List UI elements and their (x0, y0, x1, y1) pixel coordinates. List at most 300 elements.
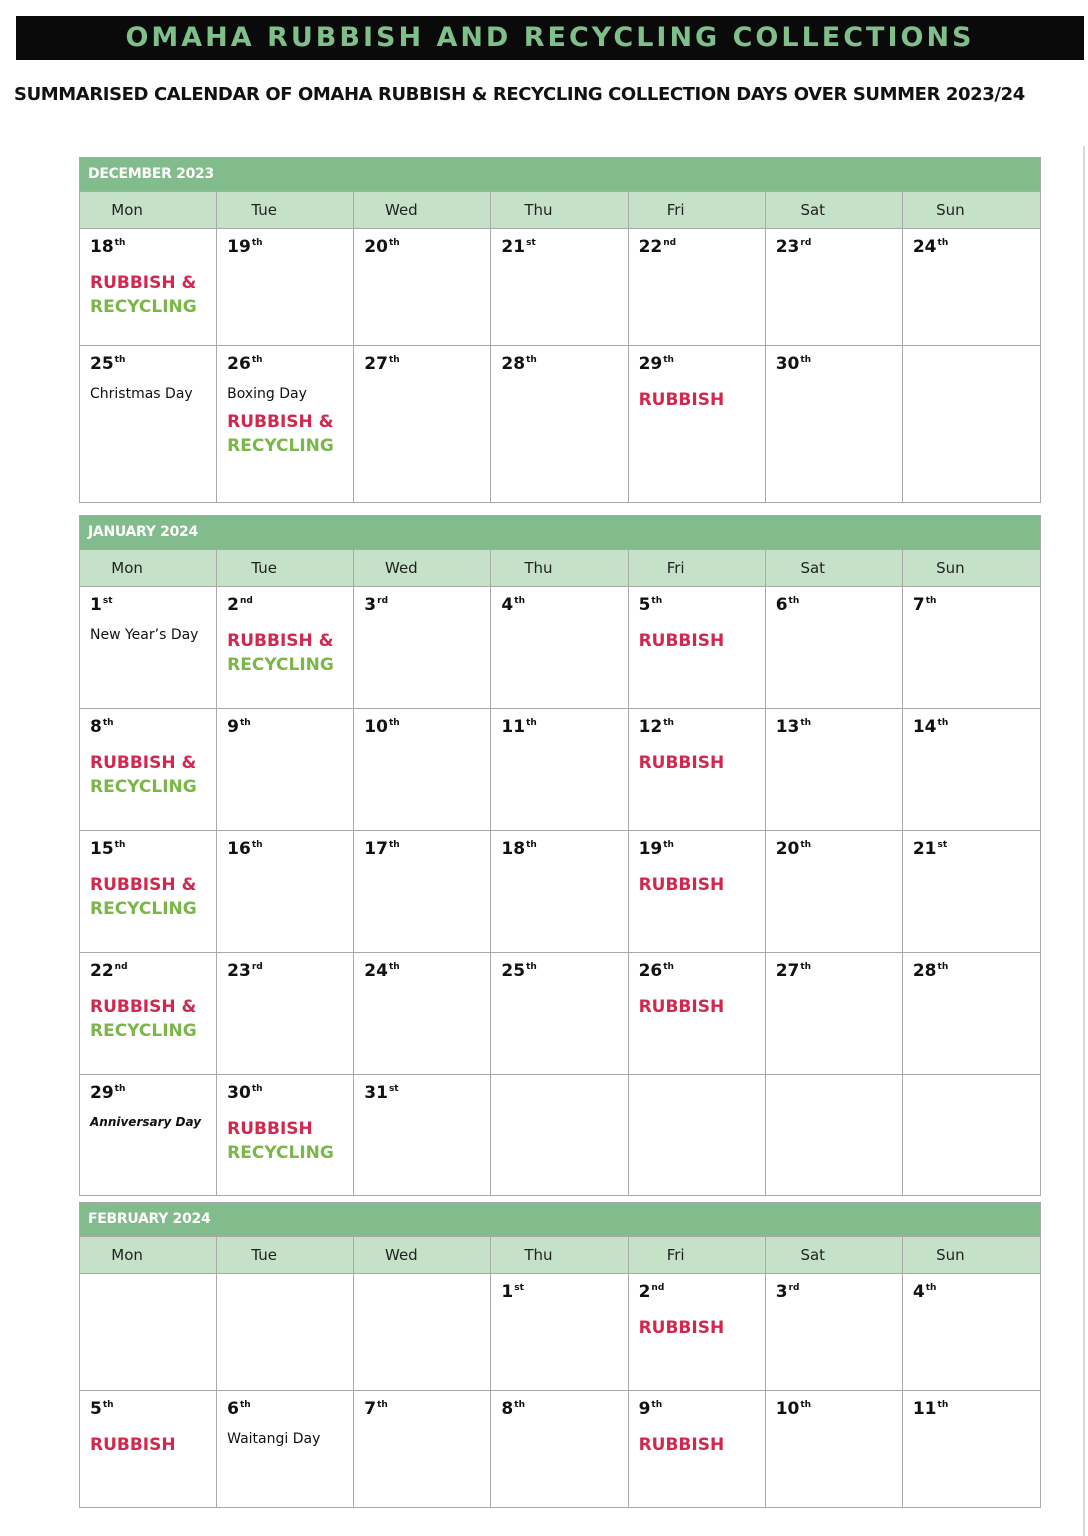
page-subtitle: SUMMARISED CALENDAR OF OMAHA RUBBISH & RECYCLING COLLECTION DAYS OVER SUMMER 2023/24 (14, 84, 1025, 105)
collection-label (90, 1433, 216, 1457)
ordinal-suffix: th (663, 718, 674, 728)
day-number (364, 595, 490, 623)
day-cell (80, 346, 217, 502)
rubbish-label: RUBBISH & (227, 631, 334, 651)
day-cell (217, 1075, 354, 1195)
day-number (639, 717, 765, 745)
rubbish-label: RUBBISH (638, 753, 725, 773)
collection-label (90, 751, 216, 799)
weekday-label: Sat (766, 1237, 903, 1273)
day-number (776, 595, 902, 623)
weekday-label: Tue (217, 1237, 354, 1273)
day-cell (903, 709, 1040, 830)
weekday-label: Sat (766, 550, 903, 586)
ordinal-suffix: st (388, 1084, 399, 1094)
day-number-value: 26 (227, 354, 251, 374)
day-number-value: 7 (364, 1399, 377, 1419)
ordinal-suffix: th (514, 596, 525, 606)
month-title: DECEMBER 2023 (80, 158, 1040, 192)
day-cell (354, 953, 491, 1074)
day-number (913, 1399, 1040, 1427)
day-cell (766, 953, 903, 1074)
day-cell (491, 953, 628, 1074)
ordinal-suffix: th (388, 718, 400, 728)
day-number-value: 23 (775, 237, 800, 257)
ordinal-suffix: th (937, 1400, 949, 1410)
day-number-value: 12 (638, 717, 663, 737)
day-cell (903, 1391, 1040, 1507)
day-cell (80, 587, 217, 708)
day-number-value: 8 (501, 1399, 514, 1419)
day-number-value: 19 (227, 237, 251, 257)
ordinal-suffix: th (114, 1084, 126, 1094)
day-cell (491, 831, 628, 952)
recycling-label: RECYCLING (90, 777, 197, 797)
day-number (90, 717, 216, 745)
day-number-value: 6 (227, 1399, 239, 1419)
day-number (501, 354, 627, 382)
collection-label (639, 995, 765, 1019)
day-number (364, 839, 490, 867)
day-number (776, 1282, 902, 1310)
day-cell (903, 831, 1040, 952)
week-row (80, 346, 1040, 502)
ordinal-suffix: rd (377, 596, 389, 606)
holiday-note: Boxing Day (227, 386, 307, 402)
collection-label (639, 1316, 765, 1340)
weekday-label: Tue (217, 192, 354, 228)
day-number-value: 4 (501, 595, 514, 615)
holiday-note: Waitangi Day (227, 1431, 321, 1447)
holiday-note: Christmas Day (90, 386, 193, 402)
day-number-value: 13 (775, 717, 800, 737)
day-number-value: 29 (90, 1083, 114, 1103)
day-number (227, 354, 353, 382)
rubbish-label: RUBBISH (638, 390, 725, 410)
day-cell (629, 953, 766, 1074)
day-cell (629, 1391, 766, 1507)
empty-cell (903, 1075, 1040, 1195)
day-number (913, 237, 1040, 265)
weekday-label: Fri (629, 192, 766, 228)
day-number-value: 4 (912, 1282, 925, 1302)
day-cell (217, 346, 354, 502)
day-number-value: 2 (638, 1282, 651, 1302)
day-number-value: 5 (90, 1399, 102, 1419)
rubbish-label: RUBBISH (227, 1119, 313, 1139)
day-number (776, 717, 902, 745)
collection-label (639, 873, 765, 897)
day-number (90, 1399, 216, 1427)
month-2 (79, 1202, 1041, 1508)
day-number (501, 1282, 627, 1310)
day-number-value: 3 (364, 595, 377, 615)
day-cell (80, 1391, 217, 1507)
ordinal-suffix: rd (251, 962, 263, 972)
day-cell (354, 1075, 491, 1195)
day-number (90, 1083, 216, 1111)
ordinal-suffix: th (800, 355, 812, 365)
day-cell (766, 1391, 903, 1507)
day-number-value: 1 (501, 1282, 514, 1302)
day-number-value: 24 (912, 237, 937, 257)
day-number (227, 961, 353, 989)
collection-label (227, 629, 353, 677)
weekday-label: Tue (217, 550, 354, 586)
day-cell (80, 709, 217, 830)
day-number (364, 354, 490, 382)
day-number-value: 5 (638, 595, 651, 615)
title-banner (16, 16, 1084, 60)
day-number-value: 30 (227, 1083, 251, 1103)
day-cell (217, 709, 354, 830)
rubbish-label: RUBBISH & (90, 875, 197, 895)
day-cell (354, 229, 491, 345)
ordinal-suffix: th (663, 840, 674, 850)
recycling-label: RECYCLING (227, 1143, 334, 1163)
day-number (227, 839, 353, 867)
day-number (90, 595, 216, 623)
day-number (776, 961, 902, 989)
ordinal-suffix: th (937, 718, 949, 728)
ordinal-suffix: th (514, 1400, 525, 1410)
ordinal-suffix: st (526, 238, 536, 248)
ordinal-suffix: th (251, 238, 263, 248)
recycling-label: RECYCLING (227, 655, 334, 675)
day-number-value: 14 (912, 717, 937, 737)
day-cell (629, 229, 766, 345)
collection-label (90, 873, 216, 921)
ordinal-suffix: th (114, 238, 126, 248)
day-number (364, 1083, 490, 1111)
week-row (80, 229, 1040, 346)
weekday-label: Mon (80, 550, 217, 586)
ordinal-suffix: th (800, 1400, 812, 1410)
ordinal-suffix: th (388, 355, 400, 365)
day-number-value: 17 (364, 839, 388, 859)
weekday-header-row (80, 1237, 1040, 1274)
day-number-value: 10 (364, 717, 388, 737)
day-number-value: 27 (775, 961, 800, 981)
ordinal-suffix: th (788, 596, 800, 606)
month-title: FEBRUARY 2024 (80, 1203, 1040, 1237)
page-edge-rule (1083, 146, 1085, 1536)
day-number-value: 18 (501, 839, 526, 859)
recycling-label: RECYCLING (90, 297, 197, 317)
ordinal-suffix: th (388, 840, 400, 850)
day-number-value: 9 (638, 1399, 651, 1419)
recycling-label: RECYCLING (90, 1021, 197, 1041)
weekday-label: Sun (936, 1246, 965, 1264)
collection-label (90, 995, 216, 1043)
weekday-label: Sun (936, 559, 965, 577)
day-cell (491, 1274, 628, 1390)
ordinal-suffix: nd (663, 238, 677, 248)
weekday-label: Mon (80, 1237, 217, 1273)
day-cell (629, 831, 766, 952)
ordinal-suffix: th (925, 1283, 937, 1293)
collection-label (639, 1433, 765, 1457)
day-number-value: 25 (90, 354, 114, 374)
weekday-label: Wed (354, 1237, 491, 1273)
day-cell (903, 953, 1040, 1074)
weekday-label: Mon (80, 192, 217, 228)
ordinal-suffix: th (800, 718, 812, 728)
ordinal-suffix: th (102, 1400, 114, 1410)
day-cell (903, 587, 1040, 708)
day-number-value: 10 (775, 1399, 800, 1419)
day-number-value: 8 (90, 717, 102, 737)
day-number-value: 28 (912, 961, 937, 981)
weekday-label: Sat (766, 192, 903, 228)
day-number-value: 15 (90, 839, 114, 859)
empty-cell (629, 1075, 766, 1195)
empty-cell (491, 1075, 628, 1195)
ordinal-suffix: th (251, 840, 263, 850)
day-number (227, 1399, 353, 1427)
recycling-label: RECYCLING (90, 899, 197, 919)
ordinal-suffix: st (514, 1283, 524, 1293)
day-number (639, 1282, 765, 1310)
week-row (80, 709, 1040, 831)
day-number-value: 25 (501, 961, 526, 981)
day-number-value: 28 (501, 354, 526, 374)
rubbish-label: RUBBISH (638, 1318, 725, 1338)
collection-label (227, 410, 353, 458)
day-number (501, 717, 627, 745)
ordinal-suffix: th (239, 1400, 251, 1410)
day-number-value: 29 (638, 354, 663, 374)
day-number-value: 22 (638, 237, 663, 257)
day-number-value: 7 (912, 595, 925, 615)
day-number-value: 3 (775, 1282, 788, 1302)
day-number-value: 24 (364, 961, 388, 981)
day-number-value: 9 (227, 717, 239, 737)
ordinal-suffix: th (526, 718, 537, 728)
day-number (364, 961, 490, 989)
weekday-header-row (80, 550, 1040, 587)
collection-label (639, 629, 765, 653)
day-cell (354, 831, 491, 952)
ordinal-suffix: nd (651, 1283, 665, 1293)
day-number-value: 11 (912, 1399, 937, 1419)
recycling-label: RECYCLING (227, 436, 334, 456)
day-number (227, 595, 353, 623)
day-number (501, 237, 627, 265)
rubbish-label: RUBBISH (638, 875, 725, 895)
day-cell (491, 709, 628, 830)
week-row (80, 953, 1040, 1075)
ordinal-suffix: th (388, 962, 400, 972)
day-cell (629, 709, 766, 830)
holiday-note: New Year’s Day (90, 627, 199, 643)
day-number (913, 595, 1040, 623)
day-number-value: 22 (90, 961, 114, 981)
day-number-value: 6 (775, 595, 788, 615)
weekday-label: Sun (936, 201, 965, 219)
day-number-value: 20 (364, 237, 388, 257)
day-cell (766, 587, 903, 708)
ordinal-suffix: th (526, 355, 537, 365)
ordinal-suffix: th (526, 962, 537, 972)
collection-label (90, 271, 216, 319)
day-number (364, 1399, 490, 1427)
ordinal-suffix: th (651, 596, 663, 606)
ordinal-suffix: th (937, 962, 949, 972)
week-row (80, 1391, 1040, 1507)
ordinal-suffix: th (114, 355, 126, 365)
day-number-value: 20 (775, 839, 800, 859)
day-cell (354, 1391, 491, 1507)
day-cell (354, 709, 491, 830)
day-cell (217, 587, 354, 708)
day-cell (354, 587, 491, 708)
day-number (913, 717, 1040, 745)
day-number (501, 595, 627, 623)
rubbish-label: RUBBISH (638, 631, 725, 651)
day-number-value: 30 (775, 354, 800, 374)
ordinal-suffix: rd (800, 238, 812, 248)
day-number (639, 1399, 765, 1427)
page-title: OMAHA RUBBISH AND RECYCLING COLLECTIONS (125, 22, 975, 53)
day-number (776, 839, 902, 867)
ordinal-suffix: nd (239, 596, 253, 606)
weekday-label: Wed (354, 192, 491, 228)
day-cell (766, 831, 903, 952)
collection-label (227, 1117, 353, 1165)
day-number (913, 1282, 1040, 1310)
weekday-header-row (80, 192, 1040, 229)
day-cell (629, 1274, 766, 1390)
day-number (364, 237, 490, 265)
day-number (364, 717, 490, 745)
day-cell (766, 709, 903, 830)
weekday-label: Wed (354, 550, 491, 586)
day-cell (766, 346, 903, 502)
day-number-value: 1 (90, 595, 102, 615)
day-cell (354, 346, 491, 502)
collection-label (639, 388, 765, 412)
day-number (913, 839, 1040, 867)
weekday-label: Thu (491, 192, 628, 228)
day-number (501, 961, 627, 989)
day-number (639, 839, 765, 867)
ordinal-suffix: st (937, 840, 948, 850)
day-number-value: 26 (638, 961, 663, 981)
collection-label (639, 751, 765, 775)
weekday-label: Fri (629, 550, 766, 586)
day-cell (629, 346, 766, 502)
month-0 (79, 157, 1041, 503)
weekday-label: Thu (491, 1237, 628, 1273)
ordinal-suffix: th (251, 1084, 263, 1094)
ordinal-suffix: th (800, 962, 812, 972)
week-row (80, 831, 1040, 953)
day-number (776, 237, 902, 265)
day-cell (217, 831, 354, 952)
day-number-value: 2 (227, 595, 239, 615)
day-number (227, 1083, 353, 1111)
day-number-value: 21 (501, 237, 526, 257)
ordinal-suffix: th (377, 1400, 388, 1410)
month-1 (79, 515, 1041, 1196)
rubbish-label: RUBBISH (638, 1435, 725, 1455)
ordinal-suffix: th (663, 355, 674, 365)
day-number (90, 237, 216, 265)
rubbish-label: RUBBISH & (227, 412, 334, 432)
ordinal-suffix: th (651, 1400, 663, 1410)
ordinal-suffix: th (925, 596, 937, 606)
day-number (776, 354, 902, 382)
ordinal-suffix: rd (788, 1283, 800, 1293)
weekday-label: Thu (491, 550, 628, 586)
day-number (90, 354, 216, 382)
day-number (639, 237, 765, 265)
empty-cell (80, 1274, 217, 1390)
ordinal-suffix: th (251, 355, 263, 365)
day-cell (903, 229, 1040, 345)
ordinal-suffix: th (526, 840, 537, 850)
day-number (501, 1399, 627, 1427)
month-title: JANUARY 2024 (80, 516, 1040, 550)
week-row (80, 587, 1040, 709)
rubbish-label: RUBBISH (90, 1435, 176, 1455)
day-cell (80, 953, 217, 1074)
ordinal-suffix: th (937, 238, 949, 248)
day-cell (217, 229, 354, 345)
day-number (776, 1399, 902, 1427)
day-cell (80, 229, 217, 345)
empty-cell (766, 1075, 903, 1195)
day-number (913, 961, 1040, 989)
day-cell (80, 1075, 217, 1195)
day-number-value: 23 (227, 961, 251, 981)
day-cell (217, 953, 354, 1074)
ordinal-suffix: nd (114, 962, 128, 972)
ordinal-suffix: st (102, 596, 113, 606)
day-number (90, 839, 216, 867)
rubbish-label: RUBBISH (638, 997, 725, 1017)
rubbish-label: RUBBISH & (90, 997, 197, 1017)
day-cell (766, 229, 903, 345)
ordinal-suffix: th (239, 718, 251, 728)
rubbish-label: RUBBISH & (90, 273, 197, 293)
day-cell (903, 1274, 1040, 1390)
ordinal-suffix: th (114, 840, 126, 850)
day-number (227, 237, 353, 265)
day-cell (217, 1391, 354, 1507)
day-number-value: 27 (364, 354, 388, 374)
ordinal-suffix: th (800, 840, 812, 850)
empty-cell (903, 346, 1040, 502)
weekday-label: Fri (629, 1237, 766, 1273)
day-number-value: 19 (638, 839, 663, 859)
day-number-value: 16 (227, 839, 251, 859)
day-number-value: 21 (912, 839, 937, 859)
week-row (80, 1274, 1040, 1391)
day-number-value: 18 (90, 237, 114, 257)
day-cell (80, 831, 217, 952)
week-row (80, 1075, 1040, 1195)
day-cell (491, 229, 628, 345)
day-number (639, 595, 765, 623)
ordinal-suffix: th (663, 962, 674, 972)
ordinal-suffix: th (102, 718, 114, 728)
day-number (639, 961, 765, 989)
ordinal-suffix: th (388, 238, 400, 248)
rubbish-label: RUBBISH & (90, 753, 197, 773)
empty-cell (217, 1274, 354, 1390)
